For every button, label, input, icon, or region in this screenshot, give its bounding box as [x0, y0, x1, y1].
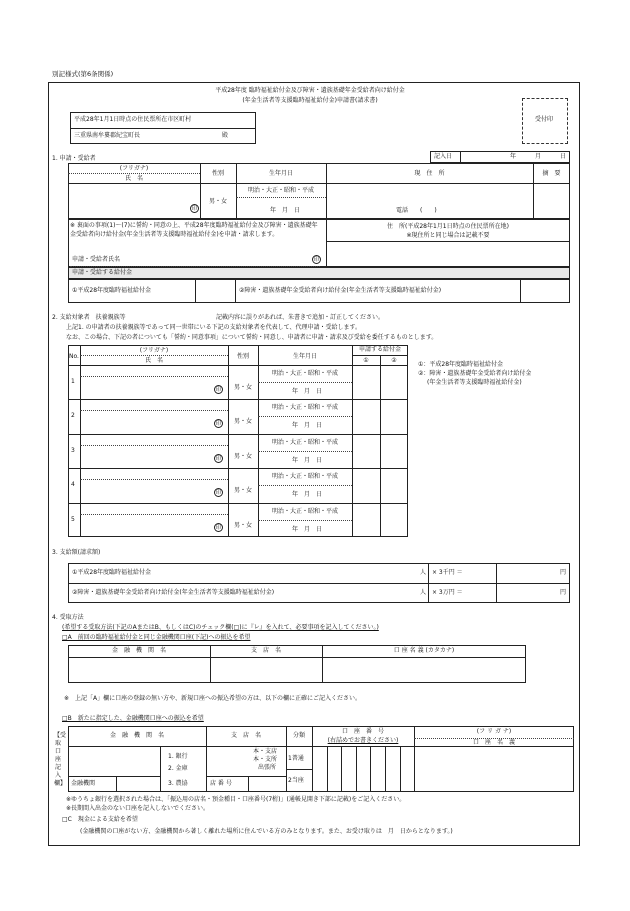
- date-year: 年: [510, 153, 517, 160]
- amount-row2-field[interactable]: [498, 585, 558, 601]
- count-row2-field[interactable]: [370, 585, 420, 601]
- dep-name-header: 氏 名: [144, 357, 163, 364]
- addressee-label: 平成28年1月1日時点の住民票所在市区町村: [74, 116, 192, 123]
- dep-name-field[interactable]: [82, 516, 212, 534]
- dep-no-header: No.: [69, 353, 79, 360]
- dep-row-no: 5: [71, 515, 75, 523]
- applicant-address-header: 現 住 所: [414, 170, 445, 177]
- dep-gender[interactable]: 男・女: [233, 521, 252, 529]
- applicant-birth-ymd[interactable]: 年 月 日: [270, 207, 301, 214]
- seal-icon: 印: [215, 524, 222, 531]
- applicant-gender-header: 性別: [211, 170, 224, 177]
- dep-col2-header: ②: [391, 357, 397, 364]
- dep-gender-header: 性別: [236, 353, 249, 360]
- dep-apply-2-check[interactable]: [382, 470, 406, 500]
- dep-gender[interactable]: 男・女: [233, 487, 252, 495]
- b-bank-field[interactable]: [70, 748, 158, 774]
- applicant-name-header: 氏 名: [124, 175, 143, 182]
- dep-apply-2-check[interactable]: [382, 505, 406, 535]
- seal-icon: 印: [215, 421, 222, 428]
- dep-row-no: 4: [71, 481, 75, 489]
- seal-icon: 印: [215, 455, 222, 462]
- dep-apply-2-check[interactable]: [382, 436, 406, 466]
- dep-furigana-field[interactable]: [82, 436, 226, 445]
- entry-date-label: 記入日: [434, 153, 453, 160]
- yen-1: 円: [560, 569, 567, 576]
- a-branch-header: 支 店 名: [250, 647, 281, 654]
- option-c-note: (金融機関の口座がない方、金融機関から著しく離れた場所に住んでいる方のみとなります。また、お受け取りは 月 日からとなります。): [80, 828, 453, 835]
- receipt-stamp-label: 受付印: [534, 116, 553, 123]
- a-bank-header: 金 融 機 関 名: [111, 647, 166, 654]
- note-a: ※ 上記「A」欄に口座の登録の無い方や、新規口座への振込希望の方は、以下の欄に正確にご記入ください。: [64, 695, 362, 702]
- b-branch-header: 支 店 名: [230, 732, 261, 739]
- dep-furigana-field[interactable]: [82, 401, 226, 410]
- legend-1: ①：平成28年度臨時福祉給付金: [418, 361, 504, 368]
- dep-gender[interactable]: 男・女: [233, 384, 252, 391]
- b-branch-field[interactable]: [208, 748, 252, 774]
- dep-apply-1-check[interactable]: [354, 505, 378, 535]
- a-bank-field[interactable]: [70, 659, 208, 681]
- benefit-1-check[interactable]: [197, 281, 233, 301]
- addressee-honorific: 殿: [222, 132, 229, 139]
- seal-icon: 印: [313, 257, 320, 263]
- sec3-title: 3. 支給額(請求額): [52, 549, 101, 556]
- addressee-name: 三重県南牟婁郡紀宝町長: [74, 132, 141, 139]
- option-a[interactable]: □A 前回の臨時福祉給付金と同じ金融機関口座(下記)への振込を希望: [62, 634, 251, 641]
- count-row1-field[interactable]: [370, 565, 420, 581]
- unit-person-1: 人: [420, 569, 427, 576]
- applicant-furigana-field[interactable]: [70, 186, 195, 196]
- yen-2: 円: [560, 589, 567, 596]
- dep-col1-header: ①: [363, 357, 369, 364]
- dep-apply-1-check[interactable]: [354, 436, 378, 466]
- jan1-address-note2: ※現住所と同じ場合は記載不要: [406, 232, 490, 239]
- dep-era[interactable]: 明治・大正・昭和・平成: [271, 438, 338, 446]
- date-month: 月: [535, 153, 542, 160]
- option-c[interactable]: □C 現金による支給を希望: [62, 816, 138, 823]
- b-acct-header: 口 座 番 号: [341, 728, 384, 735]
- option-b[interactable]: □B 新たに指定した、金融機関口座への振込を希望: [62, 715, 204, 722]
- legend-2: ②：障害・遺族基礎年金受給者向け給付金: [418, 370, 532, 377]
- b-acct-number-field[interactable]: [314, 748, 412, 790]
- amount-row2-label: ②障害・遺族基礎年金受給者向け給付金(年金生活者等支援臨時福祉給付金): [72, 589, 275, 596]
- dep-row-no: 3: [71, 446, 75, 454]
- dep-birth-ymd[interactable]: 年 月 日: [292, 525, 323, 533]
- applicant-gender[interactable]: 男・女: [208, 198, 227, 205]
- dormant-note: ※長期間入出金のない口座を記入しないでください。: [66, 805, 210, 812]
- dep-apply-header: 申請する給付金: [358, 346, 401, 353]
- dep-birth-ymd[interactable]: 年 月 日: [292, 456, 323, 464]
- dep-apply-1-check[interactable]: [354, 367, 378, 397]
- bank-code-label: 金融機関: [71, 780, 96, 787]
- dep-row-no: 2: [71, 412, 75, 420]
- dep-furigana-field[interactable]: [82, 505, 226, 514]
- dep-gender[interactable]: 男・女: [233, 418, 252, 426]
- benefit-header-label: 申請・受給する給付金: [72, 269, 133, 276]
- form-title-2: (年金生活者等支援臨時福祉給付金)申請書(請求書): [242, 97, 378, 104]
- a-branch-field[interactable]: [212, 659, 320, 681]
- dep-birth-ymd[interactable]: 年 月 日: [292, 388, 323, 395]
- applicant-era[interactable]: 明治・大正・昭和・平成: [247, 187, 314, 194]
- b-furigana-header: (フ リ ガ ナ): [476, 728, 512, 735]
- bank-type-3[interactable]: 3. 農協: [168, 780, 188, 787]
- account-side-label: 【受取口座記入欄】: [54, 732, 67, 787]
- sec1-title: 1. 申請・受給者: [52, 155, 96, 162]
- acct-type-1[interactable]: 1普通: [288, 755, 304, 762]
- benefit-header: [68, 267, 570, 279]
- dep-era[interactable]: 明治・大正・昭和・平成: [271, 404, 338, 412]
- dep-furigana-header: (フリガナ): [139, 347, 169, 354]
- branch-type-2[interactable]: 本・支所: [253, 756, 278, 763]
- jan1-address-note: 住 所(平成28年1月1日時点の住民票所在地): [387, 223, 509, 230]
- b-acct-sub: (右詰めでお書きください): [327, 737, 399, 744]
- multiplier-1: × 3千円 ＝: [432, 569, 463, 576]
- seal-icon: 印: [215, 490, 222, 497]
- yucho-note: ※ゆうちょ銀行を選択された場合は、「振込用の店名・預金種目・口座番号(7桁)」(通帳見開き下部に記載)をご記入ください。: [66, 796, 406, 803]
- branch-no-label: 店 番 号: [210, 780, 232, 787]
- legend-3: (年金生活者等支援臨時福祉給付金): [427, 379, 522, 386]
- dep-name-field[interactable]: [82, 412, 212, 430]
- agreement-text: ※ 裏面の事項(1)～(7)に誓約・同意の上、平成28年度臨時福祉給付金及び障害・遺族基礎年金受給者向け給付金(年金生活者等支援臨時福祉給付金)を申請・請求します。: [70, 222, 318, 238]
- applicant-name-field[interactable]: [70, 198, 190, 216]
- bank-type-2[interactable]: 2. 金庫: [168, 765, 188, 772]
- dep-apply-2-check[interactable]: [382, 367, 406, 397]
- seal-icon: 印: [215, 387, 222, 393]
- sec4-title: 4. 受取方法: [52, 614, 84, 621]
- dep-furigana-field[interactable]: [82, 470, 226, 479]
- seal-icon: 印: [191, 206, 198, 212]
- current-address-field[interactable]: [328, 186, 528, 206]
- dep-apply-1-check[interactable]: [354, 470, 378, 500]
- applicant-furigana-header: (フリガナ): [119, 165, 149, 172]
- dep-era[interactable]: 明治・大正・昭和・平成: [271, 370, 338, 377]
- multiplier-2: × 3万円 ＝: [432, 589, 463, 596]
- benefit-2-check[interactable]: [522, 281, 568, 301]
- phone-field[interactable]: 電話 ( ): [396, 207, 437, 214]
- dep-era[interactable]: 明治・大正・昭和・平成: [271, 507, 338, 515]
- date-day: 日: [560, 153, 567, 160]
- benefit-2-label: ②障害・遺族基礎年金受給者向け給付金(年金生活者等支援臨時福祉給付金): [239, 287, 442, 294]
- branch-type-3[interactable]: 出張所: [258, 764, 277, 771]
- form-title-1: 平成28年度 臨時福祉給付金及び障害・遺族基礎年金受給者向け給付金: [215, 87, 405, 94]
- dep-name-field[interactable]: [82, 447, 212, 465]
- dep-row-no: 1: [71, 378, 75, 385]
- applicant-birth-header: 生年月日: [268, 170, 293, 177]
- sec2-title-note: 記載内容に誤りがあれば、朱書きで追加・訂正してください。: [216, 314, 385, 321]
- sec2-para2: なお、この場合、下記の者についても「誓約・同意事項」について誓約・同意し、申請者に申請・請求及び受給を委任するものとします。: [66, 334, 438, 341]
- dep-furigana-field[interactable]: [82, 367, 226, 376]
- branch-type-1[interactable]: 本・支店: [253, 748, 278, 755]
- bank-type-1[interactable]: 1. 銀行: [168, 753, 188, 760]
- form-label: 別記様式(第6条関係): [52, 70, 114, 78]
- dep-birth-ymd[interactable]: 年 月 日: [292, 422, 323, 430]
- a-holder-header: 口 座 名 義 (カタカナ): [393, 647, 455, 654]
- applicant-remarks-header: 摘 要: [542, 170, 561, 177]
- b-holder-field[interactable]: [416, 748, 572, 790]
- dep-era[interactable]: 明治・大正・昭和・平成: [271, 473, 338, 481]
- benefit-1-label: ①平成28年度臨時福祉給付金: [72, 287, 152, 294]
- jan1-address-field[interactable]: [328, 243, 568, 265]
- dep-name-field[interactable]: [82, 378, 212, 396]
- amount-row1-field[interactable]: [498, 565, 558, 581]
- sec4-instruction: (希望する受取方法(下記のAまたはB、もしくはC)のチェック欄(□)に『レ』を入れて、必要事項を記入してください。): [62, 624, 379, 631]
- dep-birth-ymd[interactable]: 年 月 日: [292, 491, 323, 499]
- dep-birth-header: 生年月日: [292, 353, 317, 360]
- dep-gender[interactable]: 男・女: [233, 452, 252, 460]
- unit-person-2: 人: [420, 589, 427, 596]
- branch-no-field[interactable]: [250, 778, 284, 790]
- amount-row1-label: ①平成28年度臨時福祉給付金: [72, 569, 152, 576]
- bank-code-field[interactable]: [118, 778, 158, 790]
- b-type-header: 分類: [292, 732, 305, 739]
- b-holder-header: 口 座 名 義: [472, 739, 515, 746]
- sec2-para1: 上記1. の申請者の扶養親族等であって同一世帯にいる下記の支給対象者を代表して、代理申請・受給します。: [66, 324, 361, 331]
- dep-name-field[interactable]: [82, 481, 212, 499]
- dep-apply-1-check[interactable]: [354, 401, 378, 431]
- a-holder-field[interactable]: [324, 659, 524, 681]
- acct-type-2[interactable]: 2当座: [288, 777, 304, 784]
- b-bank-header: 金 融 機 関 名: [109, 732, 164, 739]
- dep-apply-2-check[interactable]: [382, 401, 406, 431]
- applicant-name-sign-label: 申請・受給者氏名: [72, 256, 121, 263]
- sec2-title: 2. 支給対象者 扶養親族等: [52, 314, 126, 321]
